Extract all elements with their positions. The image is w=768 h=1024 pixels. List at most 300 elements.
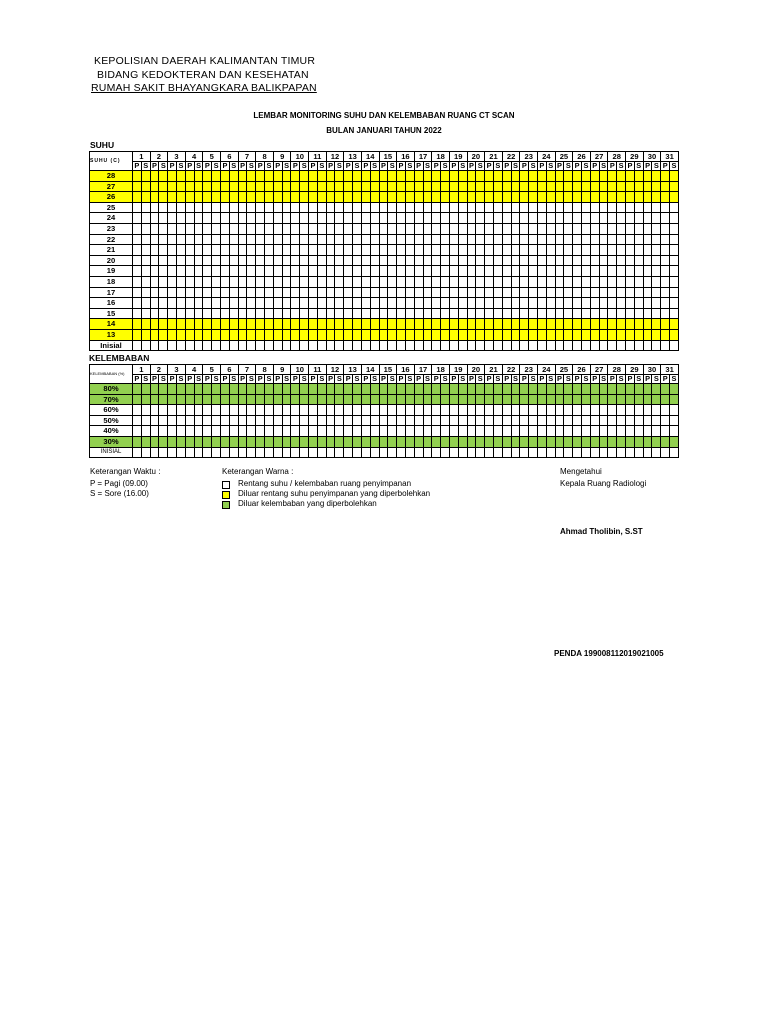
reading-cell[interactable] xyxy=(485,394,494,405)
reading-cell[interactable] xyxy=(538,223,547,234)
reading-cell[interactable] xyxy=(133,171,142,182)
reading-cell[interactable] xyxy=(493,447,502,458)
reading-cell[interactable] xyxy=(573,213,582,224)
reading-cell[interactable] xyxy=(582,266,591,277)
reading-cell[interactable] xyxy=(493,234,502,245)
reading-cell[interactable] xyxy=(529,171,538,182)
reading-cell[interactable] xyxy=(247,405,256,416)
reading-cell[interactable] xyxy=(573,234,582,245)
reading-cell[interactable] xyxy=(282,298,291,309)
reading-cell[interactable] xyxy=(317,415,326,426)
reading-cell[interactable] xyxy=(212,405,221,416)
reading-cell[interactable] xyxy=(608,234,617,245)
reading-cell[interactable] xyxy=(617,319,626,330)
reading-cell[interactable] xyxy=(626,329,635,340)
reading-cell[interactable] xyxy=(432,340,441,351)
reading-cell[interactable] xyxy=(529,426,538,437)
reading-cell[interactable] xyxy=(309,202,318,213)
reading-cell[interactable] xyxy=(405,447,414,458)
reading-cell[interactable] xyxy=(661,436,670,447)
reading-cell[interactable] xyxy=(247,213,256,224)
reading-cell[interactable] xyxy=(317,308,326,319)
reading-cell[interactable] xyxy=(449,287,458,298)
reading-cell[interactable] xyxy=(467,319,476,330)
reading-cell[interactable] xyxy=(229,171,238,182)
reading-cell[interactable] xyxy=(221,213,230,224)
reading-cell[interactable] xyxy=(634,276,643,287)
reading-cell[interactable] xyxy=(546,181,555,192)
reading-cell[interactable] xyxy=(379,266,388,277)
reading-cell[interactable] xyxy=(317,394,326,405)
reading-cell[interactable] xyxy=(520,276,529,287)
reading-cell[interactable] xyxy=(177,223,186,234)
reading-cell[interactable] xyxy=(485,171,494,182)
reading-cell[interactable] xyxy=(590,415,599,426)
reading-cell[interactable] xyxy=(423,255,432,266)
reading-cell[interactable] xyxy=(599,202,608,213)
reading-cell[interactable] xyxy=(538,255,547,266)
reading-cell[interactable] xyxy=(626,405,635,416)
reading-cell[interactable] xyxy=(212,276,221,287)
reading-cell[interactable] xyxy=(626,340,635,351)
reading-cell[interactable] xyxy=(229,202,238,213)
reading-cell[interactable] xyxy=(441,405,450,416)
reading-cell[interactable] xyxy=(238,394,247,405)
reading-cell[interactable] xyxy=(626,308,635,319)
reading-cell[interactable] xyxy=(273,181,282,192)
reading-cell[interactable] xyxy=(476,340,485,351)
reading-cell[interactable] xyxy=(476,426,485,437)
reading-cell[interactable] xyxy=(353,340,362,351)
reading-cell[interactable] xyxy=(564,426,573,437)
reading-cell[interactable] xyxy=(177,171,186,182)
reading-cell[interactable] xyxy=(326,245,335,256)
reading-cell[interactable] xyxy=(432,426,441,437)
reading-cell[interactable] xyxy=(414,319,423,330)
reading-cell[interactable] xyxy=(273,213,282,224)
reading-cell[interactable] xyxy=(441,234,450,245)
reading-cell[interactable] xyxy=(344,181,353,192)
reading-cell[interactable] xyxy=(238,181,247,192)
reading-cell[interactable] xyxy=(511,394,520,405)
reading-cell[interactable] xyxy=(309,171,318,182)
reading-cell[interactable] xyxy=(159,192,168,203)
reading-cell[interactable] xyxy=(150,384,159,395)
reading-cell[interactable] xyxy=(449,181,458,192)
reading-cell[interactable] xyxy=(458,447,467,458)
reading-cell[interactable] xyxy=(168,329,177,340)
reading-cell[interactable] xyxy=(291,192,300,203)
reading-cell[interactable] xyxy=(511,415,520,426)
reading-cell[interactable] xyxy=(555,192,564,203)
reading-cell[interactable] xyxy=(405,266,414,277)
reading-cell[interactable] xyxy=(626,171,635,182)
reading-cell[interactable] xyxy=(441,181,450,192)
reading-cell[interactable] xyxy=(361,405,370,416)
reading-cell[interactable] xyxy=(379,181,388,192)
reading-cell[interactable] xyxy=(529,298,538,309)
reading-cell[interactable] xyxy=(317,447,326,458)
reading-cell[interactable] xyxy=(538,202,547,213)
reading-cell[interactable] xyxy=(168,192,177,203)
reading-cell[interactable] xyxy=(300,436,309,447)
reading-cell[interactable] xyxy=(590,245,599,256)
reading-cell[interactable] xyxy=(670,181,679,192)
reading-cell[interactable] xyxy=(335,447,344,458)
reading-cell[interactable] xyxy=(511,245,520,256)
reading-cell[interactable] xyxy=(458,426,467,437)
reading-cell[interactable] xyxy=(449,223,458,234)
reading-cell[interactable] xyxy=(564,319,573,330)
reading-cell[interactable] xyxy=(273,255,282,266)
reading-cell[interactable] xyxy=(256,202,265,213)
reading-cell[interactable] xyxy=(370,181,379,192)
reading-cell[interactable] xyxy=(335,171,344,182)
reading-cell[interactable] xyxy=(599,234,608,245)
reading-cell[interactable] xyxy=(502,234,511,245)
reading-cell[interactable] xyxy=(414,171,423,182)
reading-cell[interactable] xyxy=(265,308,274,319)
reading-cell[interactable] xyxy=(265,234,274,245)
reading-cell[interactable] xyxy=(238,276,247,287)
reading-cell[interactable] xyxy=(397,415,406,426)
reading-cell[interactable] xyxy=(520,394,529,405)
reading-cell[interactable] xyxy=(643,171,652,182)
reading-cell[interactable] xyxy=(502,223,511,234)
reading-cell[interactable] xyxy=(379,436,388,447)
reading-cell[interactable] xyxy=(221,181,230,192)
reading-cell[interactable] xyxy=(397,171,406,182)
reading-cell[interactable] xyxy=(353,171,362,182)
reading-cell[interactable] xyxy=(414,223,423,234)
reading-cell[interactable] xyxy=(388,426,397,437)
reading-cell[interactable] xyxy=(256,276,265,287)
reading-cell[interactable] xyxy=(309,319,318,330)
reading-cell[interactable] xyxy=(353,329,362,340)
reading-cell[interactable] xyxy=(141,266,150,277)
reading-cell[interactable] xyxy=(634,394,643,405)
reading-cell[interactable] xyxy=(388,245,397,256)
reading-cell[interactable] xyxy=(300,245,309,256)
reading-cell[interactable] xyxy=(573,202,582,213)
reading-cell[interactable] xyxy=(652,266,661,277)
reading-cell[interactable] xyxy=(379,171,388,182)
reading-cell[interactable] xyxy=(379,415,388,426)
reading-cell[interactable] xyxy=(221,384,230,395)
reading-cell[interactable] xyxy=(643,426,652,437)
reading-cell[interactable] xyxy=(493,415,502,426)
reading-cell[interactable] xyxy=(414,298,423,309)
reading-cell[interactable] xyxy=(300,192,309,203)
reading-cell[interactable] xyxy=(221,266,230,277)
reading-cell[interactable] xyxy=(273,405,282,416)
reading-cell[interactable] xyxy=(652,181,661,192)
reading-cell[interactable] xyxy=(502,213,511,224)
reading-cell[interactable] xyxy=(300,308,309,319)
reading-cell[interactable] xyxy=(177,202,186,213)
reading-cell[interactable] xyxy=(441,287,450,298)
reading-cell[interactable] xyxy=(361,436,370,447)
reading-cell[interactable] xyxy=(133,319,142,330)
reading-cell[interactable] xyxy=(282,266,291,277)
reading-cell[interactable] xyxy=(397,213,406,224)
reading-cell[interactable] xyxy=(441,384,450,395)
reading-cell[interactable] xyxy=(291,213,300,224)
reading-cell[interactable] xyxy=(599,287,608,298)
reading-cell[interactable] xyxy=(441,308,450,319)
reading-cell[interactable] xyxy=(238,245,247,256)
reading-cell[interactable] xyxy=(247,308,256,319)
reading-cell[interactable] xyxy=(212,436,221,447)
reading-cell[interactable] xyxy=(476,405,485,416)
reading-cell[interactable] xyxy=(326,319,335,330)
reading-cell[interactable] xyxy=(326,223,335,234)
reading-cell[interactable] xyxy=(582,234,591,245)
reading-cell[interactable] xyxy=(441,276,450,287)
reading-cell[interactable] xyxy=(317,384,326,395)
reading-cell[interactable] xyxy=(159,415,168,426)
reading-cell[interactable] xyxy=(599,276,608,287)
reading-cell[interactable] xyxy=(467,384,476,395)
reading-cell[interactable] xyxy=(582,447,591,458)
reading-cell[interactable] xyxy=(573,276,582,287)
reading-cell[interactable] xyxy=(432,298,441,309)
reading-cell[interactable] xyxy=(634,426,643,437)
reading-cell[interactable] xyxy=(538,298,547,309)
reading-cell[interactable] xyxy=(203,436,212,447)
reading-cell[interactable] xyxy=(520,202,529,213)
reading-cell[interactable] xyxy=(546,298,555,309)
reading-cell[interactable] xyxy=(141,192,150,203)
reading-cell[interactable] xyxy=(282,415,291,426)
reading-cell[interactable] xyxy=(485,202,494,213)
reading-cell[interactable] xyxy=(150,447,159,458)
reading-cell[interactable] xyxy=(432,287,441,298)
reading-cell[interactable] xyxy=(194,171,203,182)
reading-cell[interactable] xyxy=(449,405,458,416)
reading-cell[interactable] xyxy=(282,192,291,203)
reading-cell[interactable] xyxy=(141,415,150,426)
reading-cell[interactable] xyxy=(449,340,458,351)
reading-cell[interactable] xyxy=(150,436,159,447)
reading-cell[interactable] xyxy=(449,415,458,426)
reading-cell[interactable] xyxy=(634,329,643,340)
reading-cell[interactable] xyxy=(511,340,520,351)
reading-cell[interactable] xyxy=(476,223,485,234)
reading-cell[interactable] xyxy=(573,447,582,458)
reading-cell[interactable] xyxy=(177,384,186,395)
reading-cell[interactable] xyxy=(168,266,177,277)
reading-cell[interactable] xyxy=(432,405,441,416)
reading-cell[interactable] xyxy=(564,394,573,405)
reading-cell[interactable] xyxy=(608,276,617,287)
reading-cell[interactable] xyxy=(212,213,221,224)
reading-cell[interactable] xyxy=(335,245,344,256)
reading-cell[interactable] xyxy=(608,192,617,203)
reading-cell[interactable] xyxy=(661,308,670,319)
reading-cell[interactable] xyxy=(564,245,573,256)
reading-cell[interactable] xyxy=(441,340,450,351)
reading-cell[interactable] xyxy=(379,223,388,234)
reading-cell[interactable] xyxy=(203,202,212,213)
reading-cell[interactable] xyxy=(194,181,203,192)
reading-cell[interactable] xyxy=(423,405,432,416)
reading-cell[interactable] xyxy=(502,405,511,416)
reading-cell[interactable] xyxy=(168,384,177,395)
reading-cell[interactable] xyxy=(256,245,265,256)
reading-cell[interactable] xyxy=(441,426,450,437)
reading-cell[interactable] xyxy=(229,298,238,309)
reading-cell[interactable] xyxy=(282,319,291,330)
reading-cell[interactable] xyxy=(344,255,353,266)
reading-cell[interactable] xyxy=(643,202,652,213)
reading-cell[interactable] xyxy=(291,447,300,458)
reading-cell[interactable] xyxy=(441,415,450,426)
reading-cell[interactable] xyxy=(344,213,353,224)
reading-cell[interactable] xyxy=(467,426,476,437)
reading-cell[interactable] xyxy=(361,245,370,256)
reading-cell[interactable] xyxy=(168,340,177,351)
reading-cell[interactable] xyxy=(247,171,256,182)
reading-cell[interactable] xyxy=(546,319,555,330)
reading-cell[interactable] xyxy=(397,255,406,266)
reading-cell[interactable] xyxy=(432,255,441,266)
reading-cell[interactable] xyxy=(449,319,458,330)
reading-cell[interactable] xyxy=(361,171,370,182)
reading-cell[interactable] xyxy=(626,234,635,245)
reading-cell[interactable] xyxy=(458,192,467,203)
reading-cell[interactable] xyxy=(265,213,274,224)
reading-cell[interactable] xyxy=(150,213,159,224)
reading-cell[interactable] xyxy=(652,340,661,351)
reading-cell[interactable] xyxy=(256,319,265,330)
reading-cell[interactable] xyxy=(194,192,203,203)
reading-cell[interactable] xyxy=(212,308,221,319)
reading-cell[interactable] xyxy=(247,329,256,340)
reading-cell[interactable] xyxy=(670,245,679,256)
reading-cell[interactable] xyxy=(335,202,344,213)
reading-cell[interactable] xyxy=(582,287,591,298)
reading-cell[interactable] xyxy=(388,436,397,447)
reading-cell[interactable] xyxy=(317,319,326,330)
reading-cell[interactable] xyxy=(432,384,441,395)
reading-cell[interactable] xyxy=(582,276,591,287)
reading-cell[interactable] xyxy=(538,405,547,416)
reading-cell[interactable] xyxy=(582,308,591,319)
reading-cell[interactable] xyxy=(247,192,256,203)
reading-cell[interactable] xyxy=(256,171,265,182)
reading-cell[interactable] xyxy=(326,405,335,416)
reading-cell[interactable] xyxy=(326,171,335,182)
reading-cell[interactable] xyxy=(370,298,379,309)
reading-cell[interactable] xyxy=(388,202,397,213)
reading-cell[interactable] xyxy=(608,255,617,266)
reading-cell[interactable] xyxy=(361,255,370,266)
reading-cell[interactable] xyxy=(564,223,573,234)
reading-cell[interactable] xyxy=(185,234,194,245)
reading-cell[interactable] xyxy=(159,447,168,458)
reading-cell[interactable] xyxy=(520,245,529,256)
reading-cell[interactable] xyxy=(317,298,326,309)
reading-cell[interactable] xyxy=(617,384,626,395)
reading-cell[interactable] xyxy=(344,276,353,287)
reading-cell[interactable] xyxy=(353,426,362,437)
reading-cell[interactable] xyxy=(168,447,177,458)
reading-cell[interactable] xyxy=(582,171,591,182)
reading-cell[interactable] xyxy=(379,340,388,351)
reading-cell[interactable] xyxy=(388,223,397,234)
reading-cell[interactable] xyxy=(194,426,203,437)
reading-cell[interactable] xyxy=(141,255,150,266)
reading-cell[interactable] xyxy=(168,405,177,416)
reading-cell[interactable] xyxy=(564,340,573,351)
reading-cell[interactable] xyxy=(441,213,450,224)
reading-cell[interactable] xyxy=(282,245,291,256)
reading-cell[interactable] xyxy=(405,202,414,213)
reading-cell[interactable] xyxy=(247,447,256,458)
reading-cell[interactable] xyxy=(652,276,661,287)
reading-cell[interactable] xyxy=(476,192,485,203)
reading-cell[interactable] xyxy=(247,298,256,309)
reading-cell[interactable] xyxy=(493,171,502,182)
reading-cell[interactable] xyxy=(379,213,388,224)
reading-cell[interactable] xyxy=(291,255,300,266)
reading-cell[interactable] xyxy=(608,384,617,395)
reading-cell[interactable] xyxy=(397,287,406,298)
reading-cell[interactable] xyxy=(546,340,555,351)
reading-cell[interactable] xyxy=(168,223,177,234)
reading-cell[interactable] xyxy=(458,436,467,447)
reading-cell[interactable] xyxy=(555,202,564,213)
reading-cell[interactable] xyxy=(599,266,608,277)
reading-cell[interactable] xyxy=(493,298,502,309)
reading-cell[interactable] xyxy=(185,405,194,416)
reading-cell[interactable] xyxy=(388,171,397,182)
reading-cell[interactable] xyxy=(555,298,564,309)
reading-cell[interactable] xyxy=(555,340,564,351)
reading-cell[interactable] xyxy=(493,287,502,298)
reading-cell[interactable] xyxy=(388,255,397,266)
reading-cell[interactable] xyxy=(441,319,450,330)
reading-cell[interactable] xyxy=(634,171,643,182)
reading-cell[interactable] xyxy=(133,213,142,224)
reading-cell[interactable] xyxy=(194,213,203,224)
reading-cell[interactable] xyxy=(608,298,617,309)
reading-cell[interactable] xyxy=(555,234,564,245)
reading-cell[interactable] xyxy=(458,171,467,182)
reading-cell[interactable] xyxy=(661,394,670,405)
reading-cell[interactable] xyxy=(546,436,555,447)
reading-cell[interactable] xyxy=(265,255,274,266)
reading-cell[interactable] xyxy=(564,192,573,203)
reading-cell[interactable] xyxy=(388,319,397,330)
reading-cell[interactable] xyxy=(432,308,441,319)
reading-cell[interactable] xyxy=(458,405,467,416)
reading-cell[interactable] xyxy=(133,266,142,277)
reading-cell[interactable] xyxy=(670,415,679,426)
reading-cell[interactable] xyxy=(529,329,538,340)
reading-cell[interactable] xyxy=(626,319,635,330)
reading-cell[interactable] xyxy=(634,192,643,203)
reading-cell[interactable] xyxy=(397,319,406,330)
reading-cell[interactable] xyxy=(599,340,608,351)
reading-cell[interactable] xyxy=(485,192,494,203)
reading-cell[interactable] xyxy=(282,287,291,298)
reading-cell[interactable] xyxy=(608,245,617,256)
reading-cell[interactable] xyxy=(379,287,388,298)
reading-cell[interactable] xyxy=(476,234,485,245)
reading-cell[interactable] xyxy=(511,298,520,309)
